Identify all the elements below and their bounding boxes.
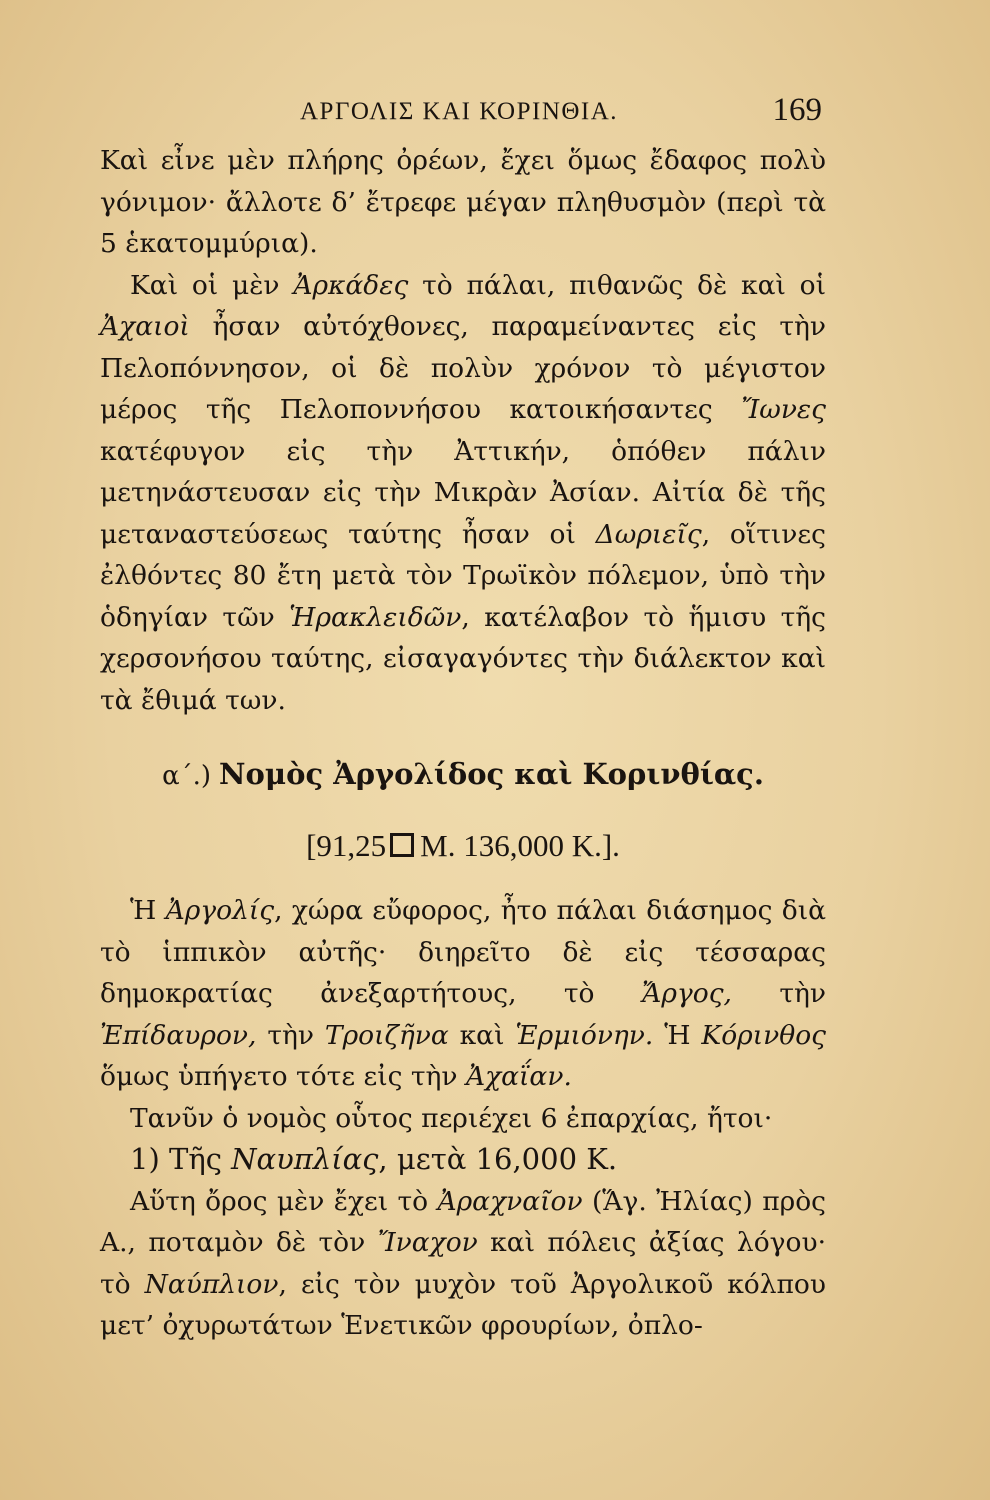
section-title: Νομὸς Ἀργολίδος καὶ Κορινθίας.: [219, 757, 764, 791]
text-run: Ἡ: [130, 895, 166, 926]
italic-name: Ναύπλιον: [144, 1268, 279, 1300]
paragraph-1: Καὶ εἶνε μὲν πλήρης ὀρέων, ἔχει ὅμως ἔδαφος πολὺ γόνιμον· ἄλλοτε δ’ ἔτρεφε μέγαν πληθυσμὸν (περὶ τὰ 5 ἑκατομμύρια).: [100, 145, 826, 259]
population-value: Μ. 136,000 Κ.].: [420, 828, 620, 863]
italic-name: Ἡρακλειδῶν: [289, 601, 462, 633]
text-run: Αὕτη ὄρος μὲν ἔχει τὸ: [130, 1185, 438, 1217]
italic-name: Ἐπίδαυρον,: [100, 1019, 257, 1051]
text-run: Ἡ: [653, 1019, 702, 1051]
section-label: α΄.): [162, 761, 212, 791]
running-title: ΑΡΓΟΛΙΣ ΚΑΙ ΚΟΡΙΝΘΙΑ.: [300, 98, 619, 125]
italic-name: Ἄργος,: [641, 978, 732, 1009]
text-run: ὅμως ὑπήγετο τότε εἰς τὴν: [100, 1061, 466, 1092]
italic-name: Δωριεῖς: [595, 518, 702, 550]
text-run: (Ἅγ. Ἠλίας) πρὸς Α., ποταμὸν δὲ τὸν: [100, 1185, 827, 1258]
running-header: [0, 92, 990, 136]
italic-name: Ἀρκάδες: [293, 269, 409, 301]
page-number: 169: [772, 92, 822, 128]
paragraph-4: Τανῦν ὁ νομὸς οὗτος περιέχει 6 ἐπαρχίας, ἤτοι·: [130, 1102, 773, 1134]
area-value: [91,25: [306, 828, 387, 863]
italic-name: Ναυπλίας: [231, 1142, 379, 1176]
section-heading: [100, 754, 826, 796]
italic-name: Ἴωνες: [741, 394, 826, 425]
text-run: Καὶ οἱ μὲν: [130, 269, 294, 301]
italic-name: Ἴναχον: [377, 1227, 478, 1258]
italic-name: Ἑρμιόνην.: [515, 1019, 654, 1051]
italic-name: Ἀχαΐαν.: [465, 1061, 572, 1092]
text-run: τὴν: [256, 1019, 325, 1051]
area-population-line: [100, 826, 826, 866]
text-run: , εἰς τὸν μυχὸν τοῦ Ἀργολικοῦ κόλπου μετ’ ὀχυρωτάτων Ἑνετικῶν φρουρίων, ὀπλο-: [100, 1268, 826, 1341]
text-run: , χώρα εὔφορος, ἦτο πάλαι διάσημος διὰ τὸ ἱππικὸν αὐτῆς· διηρεῖτο δὲ εἰς τέσσαρας δημοκρατίας ἀνεξαρτήτους, τὸ: [100, 895, 826, 1009]
italic-name: Ἀχαιοὶ: [100, 311, 190, 342]
text-run: καὶ: [448, 1019, 516, 1051]
italic-name: Κόρινθος: [701, 1019, 827, 1051]
italic-name: Ἀραχναῖον: [437, 1185, 583, 1217]
text-run: 1) Τῆς: [130, 1142, 232, 1176]
square-icon: [390, 833, 414, 857]
paragraph-3: [100, 890, 826, 1098]
text-run: , κατέλαβον τὸ ἥμισυ τῆς χερσονήσου ταύτης, εἰσαγαγόντες τὴν διάλεκτον καὶ τὰ ἔθιμά των.: [100, 601, 826, 716]
italic-name: Τροιζῆνα: [324, 1019, 449, 1051]
text-run: τὴν: [731, 978, 826, 1009]
text-run: κατέφυγον εἰς τὴν Ἀττικήν, ὁπόθεν πάλιν μετηνάστευσαν εἰς τὴν Μικρὰν Ἀσίαν. Αἰτία δὲ τῆς μεταναστεύσεως ταύτης ἦσαν οἱ: [100, 435, 826, 550]
paragraph-5: [100, 1139, 826, 1181]
text-run: τὸ πάλαι, πιθανῶς δὲ καὶ οἱ: [408, 269, 826, 301]
paragraph-6: [100, 1181, 826, 1347]
italic-name: Ἀργολίς: [165, 895, 275, 926]
text-run: καὶ πόλεις ἀξίας λόγου· τὸ: [100, 1227, 826, 1300]
text-run: , οἵτινες ἐλθόντες 80 ἔτη μετὰ τὸν Τρωϊκὸν πόλεμον, ὑπὸ τὴν ὁδηγίαν τῶν: [100, 518, 826, 633]
page-body: [100, 140, 826, 1347]
text-run: ἦσαν αὐτόχθονες, παραμείναντες εἰς τὴν Πελοπόννησον, οἱ δὲ πολὺν χρόνον τὸ μέγιστον μέρος τῆς Πελοποννήσου κατοικήσαντες: [100, 311, 826, 425]
text-run: , μετὰ 16,000 Κ.: [378, 1142, 618, 1176]
paragraph-2: [100, 265, 826, 722]
